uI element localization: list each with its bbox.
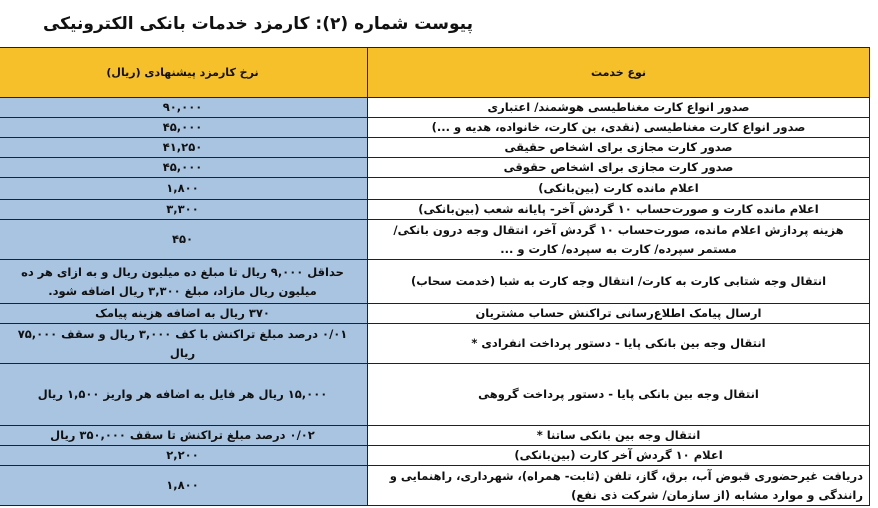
service-cell: اعلام مانده کارت (بین‌بانکی) <box>368 178 870 200</box>
service-cell: انتقال وجه بین بانکی پایا - دستور پرداخت انفرادی * <box>368 324 870 364</box>
service-cell: ارسال پیامک اطلاع‌رسانی تراکنش حساب مشتریان <box>368 304 870 324</box>
table-row <box>0 466 870 506</box>
table-row <box>0 304 870 324</box>
service-cell: صدور کارت مجازی برای اشخاص حقوقی <box>368 158 870 178</box>
fee-cell: حداقل ۹,۰۰۰ ریال تا مبلغ ده میلیون ریال و به ازای هر ده میلیون ریال مازاد، مبلغ ۳,۳۰۰ ریال اضافه شود. <box>0 260 368 304</box>
header-fee: نرخ کارمزد پیشنهادی (ریال) <box>0 48 368 98</box>
fee-cell: ۴۱,۲۵۰ <box>0 138 368 158</box>
fee-cell: ۰/۰۱ درصد مبلغ تراکنش با کف ۳,۰۰۰ ریال و سقف ۷۵,۰۰۰ ریال <box>0 324 368 364</box>
fee-cell: ۱,۸۰۰ <box>0 178 368 200</box>
fee-cell: ۱۵,۰۰۰ ریال هر فایل به اضافه هر واریز ۱,۵۰۰ ریال <box>0 364 368 426</box>
table-row <box>0 364 870 426</box>
service-cell: انتقال وجه شتابی کارت به کارت/ انتقال وجه کارت به شبا (خدمت سحاب) <box>368 260 870 304</box>
service-cell: هزینه پردازش اعلام مانده، صورت‌حساب ۱۰ گردش آخر، انتقال وجه درون بانکی/ مستمر سپرده/ کارت به سپرده/ کارت و ... <box>368 220 870 260</box>
table-row <box>0 324 870 364</box>
fee-cell: ۱,۸۰۰ <box>0 466 368 506</box>
table-row <box>0 446 870 466</box>
page-title: پیوست شماره (۲): کارمزد خدمات بانکی الکترونیکی <box>42 14 473 34</box>
fee-cell: ۳۷۰ ریال به اضافه هزینه پیامک <box>0 304 368 324</box>
service-cell: صدور کارت مجازی برای اشخاص حقیقی <box>368 138 870 158</box>
fee-cell: ۹۰,۰۰۰ <box>0 98 368 118</box>
service-cell: صدور انواع کارت مغناطیسی (نقدی، بن کارت، خانواده، هدیه و ...) <box>368 118 870 138</box>
service-cell: انتقال وجه بین بانکی پایا - دستور پرداخت گروهی <box>368 364 870 426</box>
service-cell: صدور انواع کارت مغناطیسی هوشمند/ اعتباری <box>368 98 870 118</box>
table-row <box>0 158 870 178</box>
fee-cell: ۴۵,۰۰۰ <box>0 118 368 138</box>
header-service: نوع خدمت <box>368 48 870 98</box>
fee-cell: ۴۵۰ <box>0 220 368 260</box>
service-cell: اعلام ۱۰ گردش آخر کارت (بین‌بانکی) <box>368 446 870 466</box>
table-header-row <box>0 48 870 98</box>
fee-cell: ۲,۲۰۰ <box>0 446 368 466</box>
fee-table <box>0 47 870 506</box>
table-row <box>0 118 870 138</box>
table-row <box>0 426 870 446</box>
service-cell: انتقال وجه بین بانکی ساتنا * <box>368 426 870 446</box>
fee-cell: ۰/۰۲ درصد مبلغ تراکنش تا سقف ۳۵۰,۰۰۰ ریال <box>0 426 368 446</box>
service-cell: دریافت غیرحضوری قبوض آب، برق، گاز، تلفن (ثابت- همراه)، شهرداری، راهنمایی و رانندگی و موارد مشابه (از سازمان/ شرکت ذی نفع) <box>368 466 870 506</box>
table-row <box>0 98 870 118</box>
table-row <box>0 220 870 260</box>
table-row <box>0 178 870 200</box>
fee-cell: ۴۵,۰۰۰ <box>0 158 368 178</box>
table-row <box>0 260 870 304</box>
table-row <box>0 138 870 158</box>
table-row <box>0 200 870 220</box>
service-cell: اعلام مانده کارت و صورت‌حساب ۱۰ گردش آخر- پایانه شعب (بین‌بانکی) <box>368 200 870 220</box>
fee-cell: ۳,۳۰۰ <box>0 200 368 220</box>
